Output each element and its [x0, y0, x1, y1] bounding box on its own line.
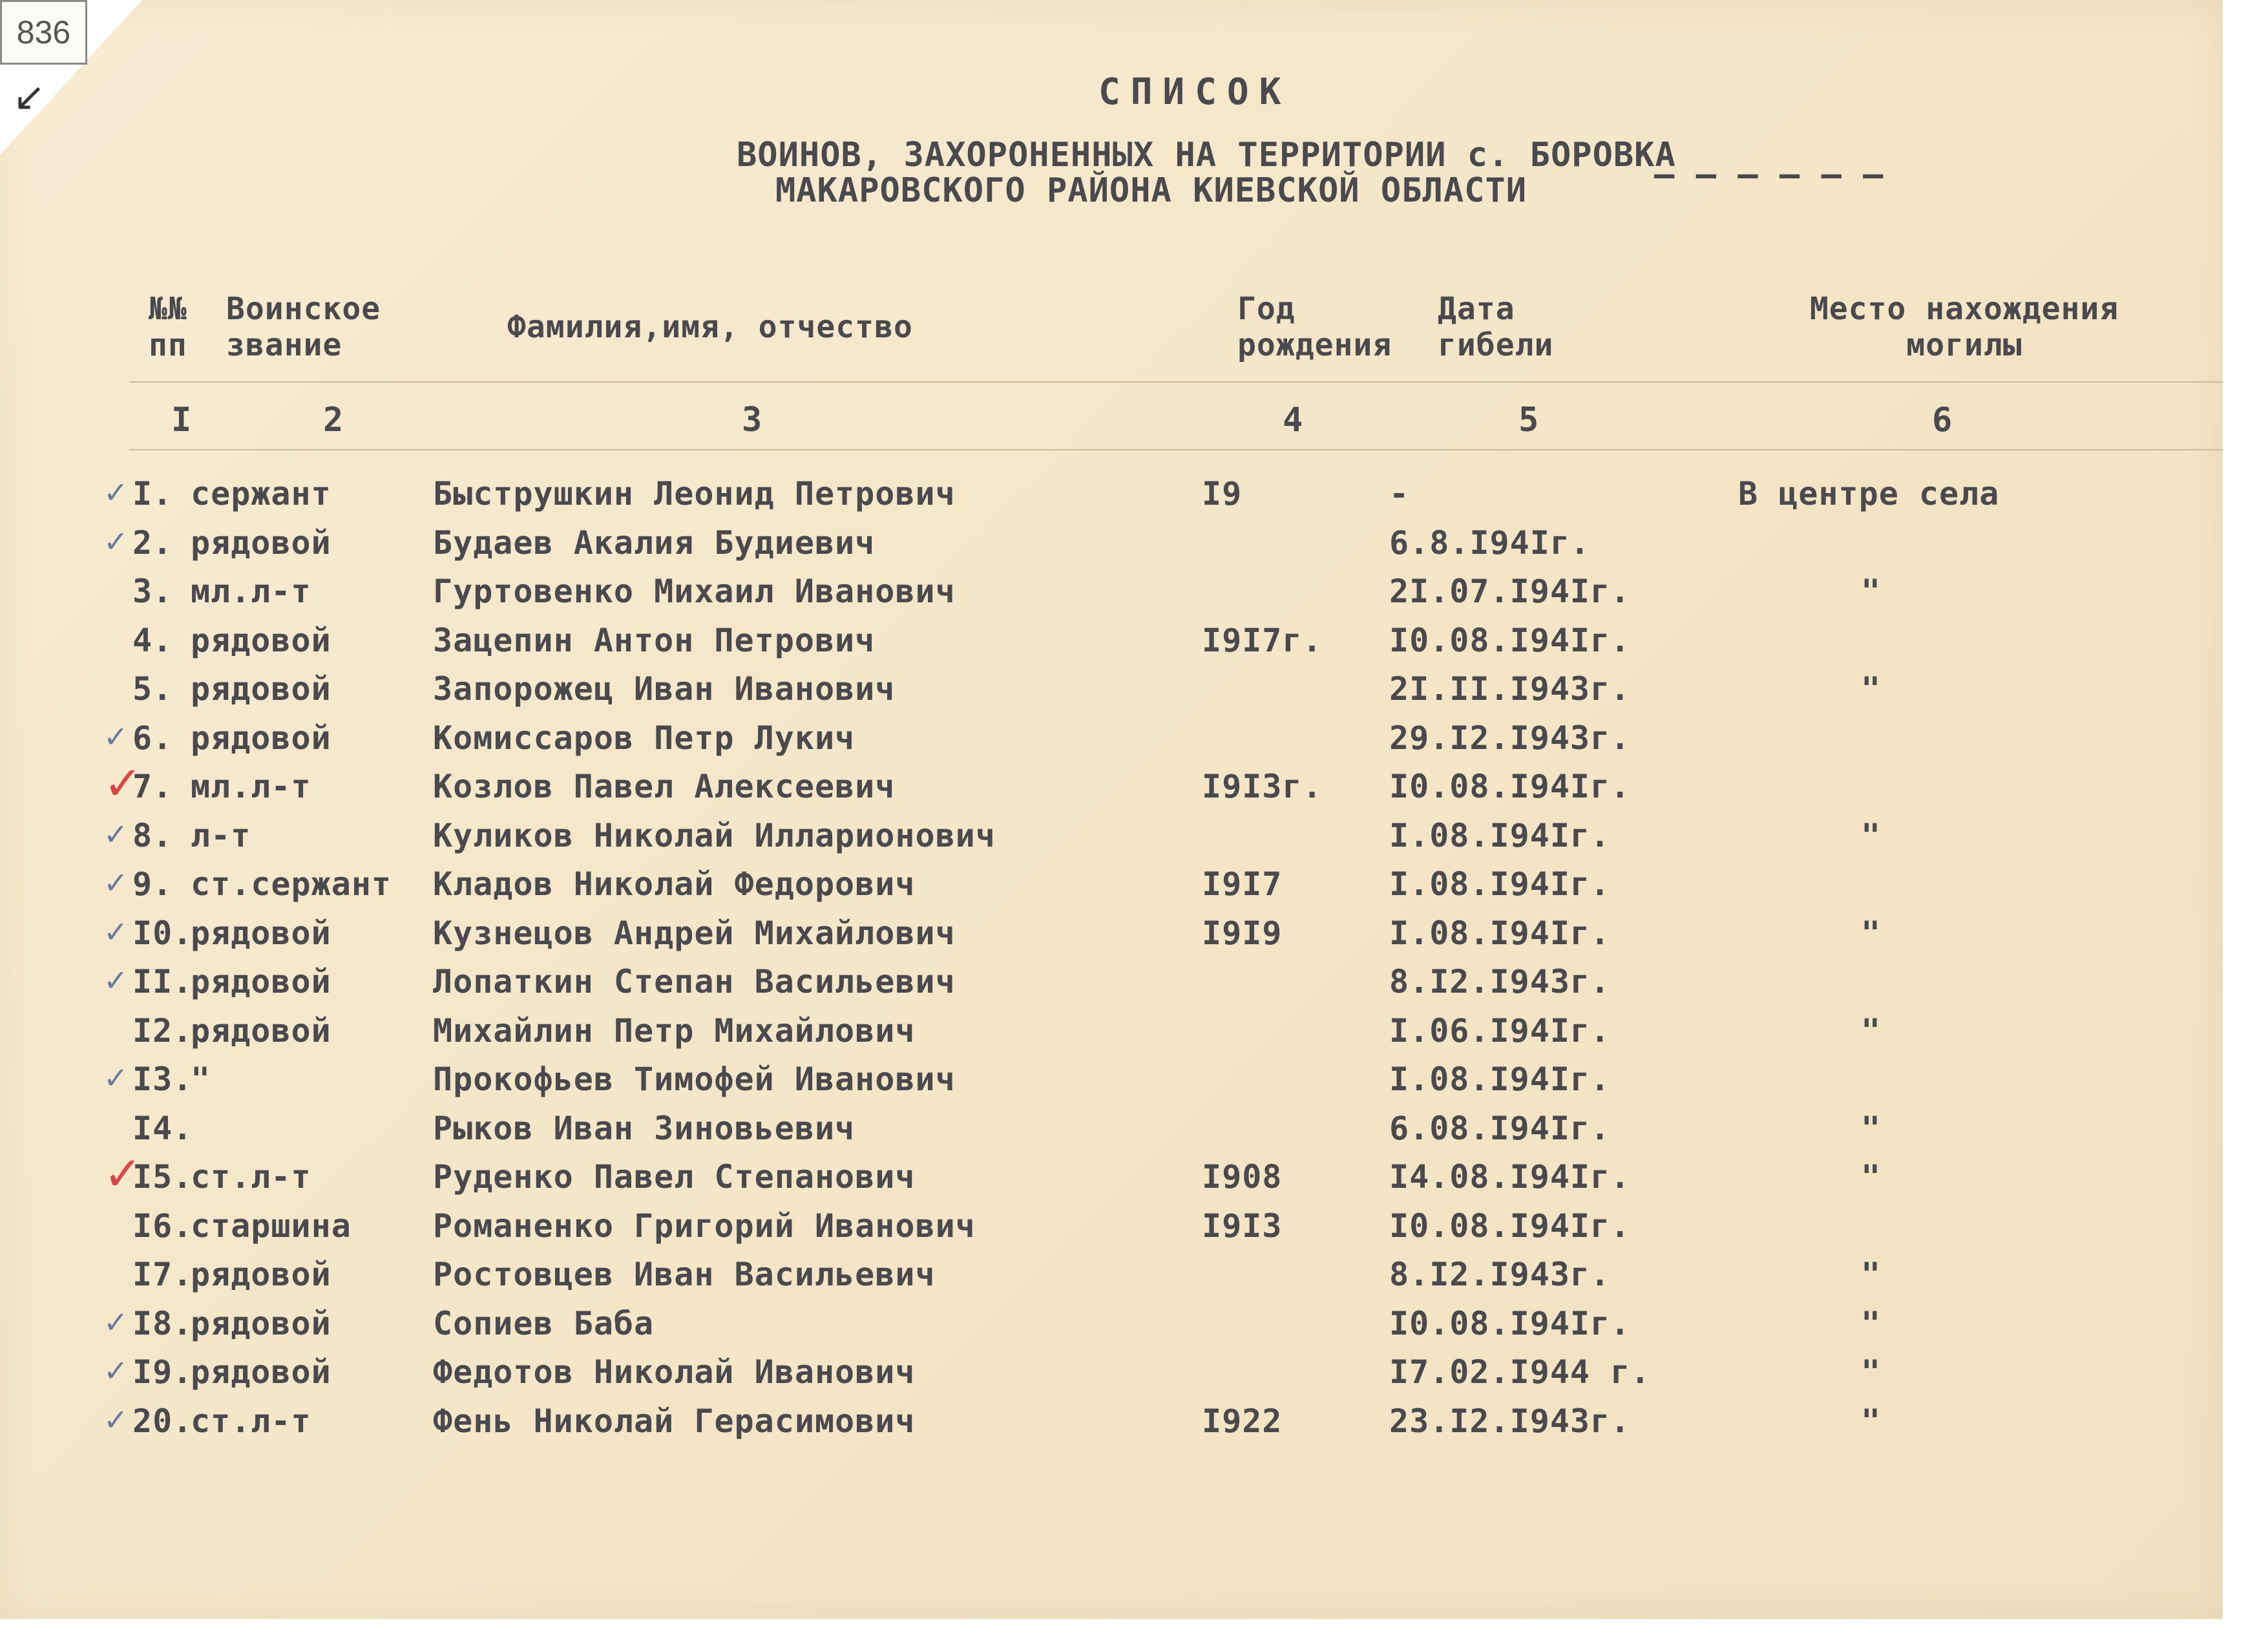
row-number: 7.	[132, 768, 173, 805]
grave-location: "	[1861, 670, 1882, 708]
full-name: Ростовцев Иван Васильевич	[433, 1256, 936, 1293]
grave-location: В центре села	[1738, 475, 2000, 512]
row-number: 6.	[132, 719, 173, 757]
row-number: 2.	[132, 523, 173, 562]
col-header-rank: Воинское звание	[226, 291, 381, 363]
column-number-6: 6	[1932, 401, 1953, 439]
birth-year: I9I3г.	[1202, 768, 1323, 805]
column-number-5: 5	[1518, 401, 1540, 439]
full-name: Гуртовенко Михаил Иванович	[433, 573, 956, 610]
full-name: Будаев Акалия Будиевич	[433, 523, 876, 562]
death-date: 6.08.I94Iг.	[1389, 1109, 1611, 1147]
archive-page-number: 836	[0, 0, 87, 65]
death-date: 2I.07.I94Iг.	[1389, 573, 1631, 610]
review-checkmark: ✓	[103, 1061, 129, 1095]
military-rank: рядовой	[191, 621, 331, 659]
death-date: I.08.I94Iг.	[1389, 914, 1611, 952]
death-date: 6.8.I94Iг.	[1389, 523, 1591, 562]
review-checkmark: ✓	[103, 964, 129, 997]
column-number-2: 2	[323, 401, 344, 439]
review-checkmark: ✓	[103, 719, 129, 754]
grave-location: "	[1861, 1256, 1882, 1293]
full-name: Лопаткин Степан Васильевич	[433, 963, 956, 1000]
table-row	[0, 475, 2223, 520]
table-row	[0, 1148, 2223, 1203]
review-checkmark: ✓	[103, 1354, 129, 1388]
military-rank: рядовой	[191, 1256, 331, 1293]
review-checkmark: ✓	[103, 1402, 129, 1437]
death-date: I0.08.I94Iг.	[1389, 768, 1631, 805]
row-number: I5.	[132, 1158, 193, 1196]
grave-location: "	[1861, 573, 1882, 610]
full-name: Комиссаров Петр Лукич	[433, 719, 856, 757]
full-name: Быструшкин Леонид Петрович	[433, 475, 956, 512]
col-header-num: №№ пп	[149, 291, 187, 363]
military-rank: рядовой	[191, 1304, 331, 1342]
column-number-1: I	[171, 401, 193, 439]
death-date: 29.I2.I943г.	[1389, 719, 1631, 757]
column-number-3: 3	[742, 401, 763, 439]
row-number: I7.	[132, 1256, 193, 1293]
table-row	[0, 1305, 2223, 1350]
row-number: I.	[132, 475, 173, 512]
row-number: 3.	[132, 573, 173, 610]
military-rank: рядовой	[191, 719, 331, 757]
full-name: Романенко Григорий Иванович	[433, 1207, 976, 1245]
row-number: 20.	[132, 1402, 193, 1440]
grave-location: "	[1861, 1109, 1882, 1147]
death-date: I0.08.I94Iг.	[1389, 1207, 1631, 1245]
military-rank: рядовой	[191, 963, 331, 1000]
grave-location: "	[1861, 1353, 1882, 1391]
birth-year: I9I3	[1202, 1207, 1283, 1245]
document-subtitle-line-2: МАКАРОВСКОГО РАЙОНА КИЕВСКОЙ ОБЛАСТИ	[775, 171, 1528, 210]
table-row	[0, 524, 2223, 569]
death-date: I0.08.I94Iг.	[1389, 1304, 1631, 1342]
death-date: I.08.I94Iг.	[1389, 816, 1611, 854]
death-date: 8.I2.I943г.	[1389, 1256, 1611, 1293]
col-header-name: Фамилия,имя, отчество	[507, 309, 913, 345]
table-row	[0, 719, 2223, 765]
row-number: I4.	[132, 1109, 193, 1147]
military-rank: рядовой	[191, 523, 331, 562]
death-date: I.06.I94Iг.	[1389, 1011, 1611, 1050]
birth-year: I922	[1202, 1402, 1283, 1440]
table-row	[0, 670, 2223, 715]
grave-location: "	[1861, 1402, 1882, 1440]
grave-location: "	[1861, 1011, 1882, 1050]
table-row	[0, 963, 2223, 1008]
military-rank: рядовой	[191, 670, 331, 708]
table-row	[0, 1012, 2223, 1057]
death-date: 23.I2.I943г.	[1389, 1402, 1631, 1440]
birth-year: I9	[1202, 475, 1243, 512]
death-date: I4.08.I94Iг.	[1389, 1158, 1631, 1196]
death-date: I.08.I94Iг.	[1389, 865, 1611, 903]
military-rank: сержант	[191, 475, 331, 512]
row-number: 5.	[132, 670, 173, 708]
table-row	[0, 914, 2223, 960]
birth-year: I9I7г.	[1202, 621, 1323, 659]
review-checkmark: ✓	[103, 758, 143, 810]
military-rank: рядовой	[191, 914, 331, 952]
table-row	[0, 1402, 2223, 1448]
military-rank: старшина	[191, 1207, 352, 1245]
col-header-place: Место нахождения могилы	[1809, 291, 2119, 363]
row-number: 4.	[132, 621, 173, 659]
table-row	[0, 622, 2223, 667]
death-date: I7.02.I944 г.	[1389, 1353, 1651, 1391]
grave-location: "	[1861, 1158, 1882, 1196]
death-date: I0.08.I94Iг.	[1389, 621, 1631, 659]
review-checkmark: ✓	[103, 866, 129, 900]
table-row	[0, 1061, 2223, 1106]
full-name: Рыков Иван Зиновьевич	[433, 1109, 856, 1147]
col-header-year: Год рождения	[1237, 291, 1392, 363]
header-rule-top	[129, 381, 2223, 383]
military-rank: "	[191, 1061, 211, 1098]
full-name: Руденко Павел Степанович	[433, 1158, 916, 1196]
military-rank: ст.сержант	[191, 865, 392, 903]
row-number: I2.	[132, 1011, 193, 1050]
review-checkmark: ✓	[103, 914, 129, 949]
birth-year: I9I7	[1202, 865, 1283, 903]
grave-location: "	[1861, 914, 1882, 952]
review-checkmark: ✓	[103, 476, 129, 509]
military-rank: мл.л-т	[191, 768, 311, 805]
table-row	[0, 758, 2223, 813]
review-checkmark: ✓	[103, 524, 129, 558]
full-name: Михайлин Петр Михайлович	[433, 1011, 916, 1050]
row-number: I3.	[132, 1061, 193, 1098]
death-date: 2I.II.I943г.	[1389, 670, 1631, 708]
column-number-4: 4	[1283, 401, 1304, 439]
death-date: 8.I2.I943г.	[1389, 963, 1611, 1000]
birth-year: I908	[1202, 1158, 1283, 1196]
full-name: Сопиев Баба	[433, 1304, 655, 1342]
row-number: I9.	[132, 1353, 193, 1391]
review-checkmark: ✓	[103, 1148, 143, 1200]
military-rank: л-т	[191, 816, 251, 854]
row-number: I8.	[132, 1304, 193, 1342]
grave-location: "	[1861, 816, 1882, 854]
table-row	[0, 817, 2223, 862]
corner-mark: ↙	[13, 75, 46, 118]
table-row	[0, 573, 2223, 618]
full-name: Кузнецов Андрей Михайлович	[433, 914, 956, 952]
death-date: -	[1389, 475, 1410, 512]
full-name: Прокофьев Тимофей Иванович	[433, 1061, 956, 1098]
military-rank: ст.л-т	[191, 1402, 311, 1440]
full-name: Кладов Николай Федорович	[433, 865, 916, 903]
row-number: I6.	[132, 1207, 193, 1245]
death-date: I.08.I94Iг.	[1389, 1061, 1611, 1098]
table-row	[0, 1256, 2223, 1301]
full-name: Фень Николай Герасимович	[433, 1402, 916, 1440]
full-name: Запорожец Иван Иванович	[433, 670, 896, 708]
military-rank: рядовой	[191, 1011, 331, 1050]
document-subtitle-line-1: ВОИНОВ, ЗАХОРОНЕННЫХ НА ТЕРРИТОРИИ с. БОРОВКА	[737, 136, 1676, 174]
full-name: Федотов Николай Иванович	[433, 1353, 916, 1391]
full-name: Зацепин Антон Петрович	[433, 621, 876, 659]
full-name: Куликов Николай Илларионович	[433, 816, 996, 854]
document-title: СПИСОК	[1098, 71, 1292, 113]
full-name: Козлов Павел Алексеевич	[433, 768, 896, 805]
table-row	[0, 1207, 2223, 1252]
review-checkmark: ✓	[103, 1305, 129, 1339]
military-rank: рядовой	[191, 1353, 331, 1391]
table-row	[0, 1110, 2223, 1155]
table-row	[0, 1353, 2223, 1399]
header-rule-bottom	[129, 449, 2223, 450]
military-rank: мл.л-т	[191, 573, 311, 610]
row-number: II.	[132, 963, 193, 1000]
table-row	[0, 865, 2223, 911]
birth-year: I9I9	[1202, 914, 1283, 952]
row-number: I0.	[132, 914, 193, 952]
row-number: 8.	[132, 816, 173, 854]
dashed-underline: — — — — — —	[1654, 155, 1884, 194]
review-checkmark: ✓	[103, 817, 129, 851]
grave-location: "	[1861, 1304, 1882, 1342]
row-number: 9.	[132, 865, 173, 903]
col-header-date: Дата гибели	[1438, 291, 1554, 363]
military-rank: ст.л-т	[191, 1158, 311, 1196]
